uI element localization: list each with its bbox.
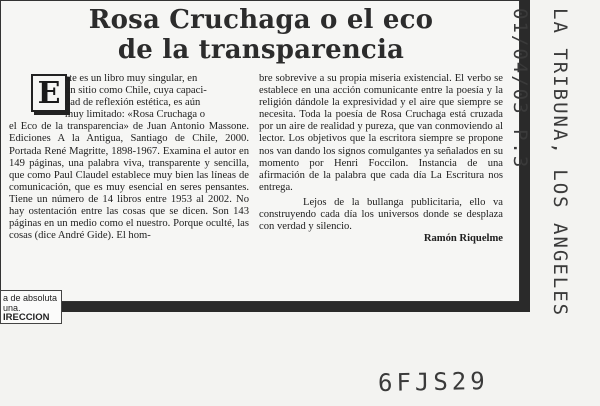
clipping-line-1: a de absoluta (3, 293, 58, 303)
cap-line-3: dad de reflexión estética, es aún (65, 97, 201, 109)
headline-line-2: de la transparencia (117, 35, 405, 65)
headline (1, 5, 521, 65)
left-body-text: el Eco de la transparencia» de Juan Antonio Massone. Ediciones A la Antigua, Santiago de Chile, 2000. Portada René Magritte, 1898-1967. Examina el autor en 149 páginas, una palabra viva, transparente y sencilla, que como Paul Claudel establece muy bien las líneas de comunicación, que es muy esencial en seres pensantes. Tiene un número de 14 libros entre 1953 al 2002. No hay ostentación entre las cosas que se dicen. Son 143 páginas en un medio como el nuestro. Porque oculté, las cosas (dice André Gide). El hom- (9, 121, 249, 242)
headline-line-1: Rosa Cruchaga o el eco (88, 5, 434, 35)
right-paragraph-1: bre sobrevive a su propia miseria existencial. El verbo se establece en una acción comunicante entre la poesía y la religión dándole la expresividad y el aire que siempre se necesita. Toda la poesía de Rosa Cruchaga está cruzada por un aire de realidad y pureza, que van conmoviendo al lector. Los objetivos que la escritora siempre se propone nos van dando los signos comulgantes ya señalados en su momento por Henri Foccilon. Instancia de una afirmación de la palabra que cada día La Escritura nos entrega. (259, 73, 503, 193)
drop-cap: E (31, 74, 67, 112)
column-right (259, 73, 503, 245)
cap-line-2: un sitio como Chile, cuya capaci- (65, 85, 207, 97)
handwritten-source-note: LA TRIBUNA, LOS ANGELES 01/04/03 P.3 (509, 8, 571, 318)
cap-line-1: ste es un libro muy singular, en (65, 73, 198, 84)
adjacent-clipping (0, 290, 62, 324)
column-left (9, 73, 249, 242)
handwritten-catalog-code: 6FJS29 (377, 367, 489, 397)
right-paragraph-2: Lejos de la bullanga publicitaria, ello va construyendo cada día los universos donde se desplaza con verdad y silencio. (259, 196, 503, 233)
clipping-line-2: una. (3, 303, 21, 313)
author-signature: Ramón Riquelme (423, 233, 503, 245)
clipping-line-3: IRECCION (3, 312, 50, 323)
cap-line-4: muy limitado: «Rosa Cruchaga o (65, 109, 206, 121)
